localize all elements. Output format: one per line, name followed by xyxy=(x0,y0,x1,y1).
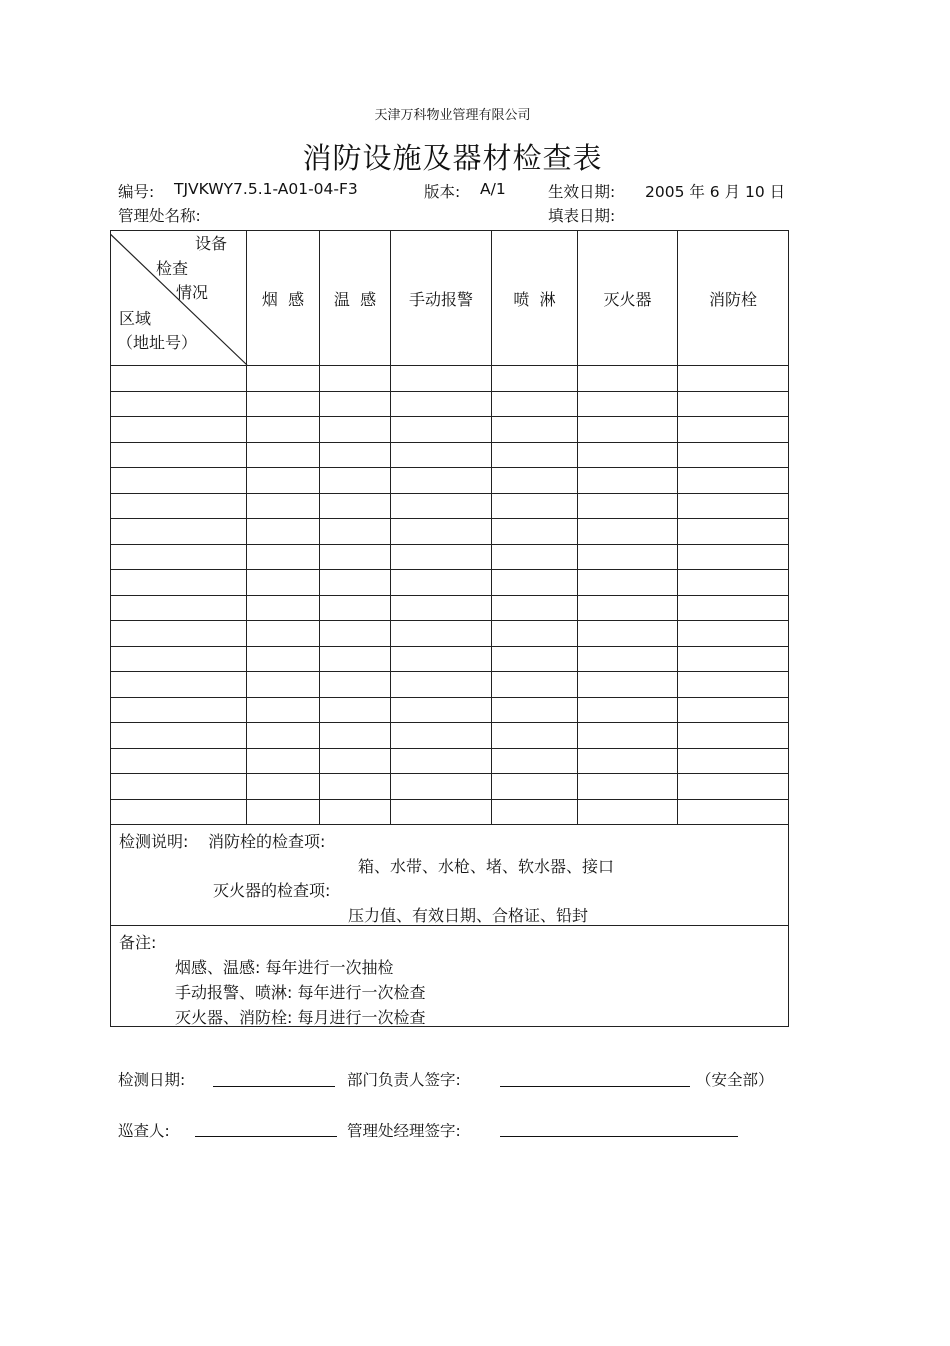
area-cell[interactable] xyxy=(111,595,247,621)
check-cell[interactable] xyxy=(320,723,391,749)
check-cell[interactable] xyxy=(492,391,578,417)
check-cell[interactable] xyxy=(391,595,492,621)
check-cell[interactable] xyxy=(247,468,320,494)
check-cell[interactable] xyxy=(492,442,578,468)
check-cell[interactable] xyxy=(678,774,789,800)
table-row xyxy=(111,570,789,596)
check-cell[interactable] xyxy=(391,646,492,672)
area-cell[interactable] xyxy=(111,468,247,494)
check-cell[interactable] xyxy=(678,621,789,647)
inspector-signature-line[interactable] xyxy=(195,1136,337,1137)
code-value: TJVKWY7.5.1-A01-04-F3 xyxy=(174,180,358,198)
extinguisher-items: 压力值、有效日期、合格证、铅封 xyxy=(348,906,589,925)
check-cell[interactable] xyxy=(578,621,678,647)
corner-area: 区域 xyxy=(119,309,152,328)
table-row xyxy=(111,672,789,698)
hydrant-items: 箱、水带、水枪、堵、软水器、接口 xyxy=(358,857,615,876)
corner-header-cell xyxy=(111,231,247,366)
check-cell[interactable] xyxy=(492,723,578,749)
check-cell[interactable] xyxy=(320,799,391,825)
table-row xyxy=(111,468,789,494)
check-cell[interactable] xyxy=(678,646,789,672)
remark-line: 手动报警、喷淋: 每年进行一次检查 xyxy=(175,983,426,1002)
manager-signature-line[interactable] xyxy=(500,1136,738,1137)
check-cell[interactable] xyxy=(492,748,578,774)
extinguisher-items-label: 灭火器的检查项: xyxy=(213,881,331,900)
company-name: 天津万科物业管理有限公司 xyxy=(374,108,531,123)
hydrant-items-label: 消防栓的检查项: xyxy=(208,832,326,851)
check-cell[interactable] xyxy=(578,468,678,494)
area-cell[interactable] xyxy=(111,366,247,392)
area-cell[interactable] xyxy=(111,621,247,647)
check-cell[interactable] xyxy=(492,468,578,494)
dept-head-signature-line[interactable] xyxy=(500,1086,690,1087)
check-cell[interactable] xyxy=(320,391,391,417)
check-cell[interactable] xyxy=(492,493,578,519)
page-title: 消防设施及器材检查表 xyxy=(302,141,603,175)
corner-equipment: 设备 xyxy=(195,234,228,253)
table-row xyxy=(111,723,789,749)
area-cell[interactable] xyxy=(111,672,247,698)
check-cell[interactable] xyxy=(492,595,578,621)
check-cell[interactable] xyxy=(247,570,320,596)
table-row xyxy=(111,697,789,723)
check-cell[interactable] xyxy=(391,493,492,519)
check-cell[interactable] xyxy=(320,646,391,672)
check-cell[interactable] xyxy=(320,417,391,443)
check-date-label: 检测日期: xyxy=(118,1071,186,1089)
check-cell[interactable] xyxy=(320,366,391,392)
area-cell[interactable] xyxy=(111,799,247,825)
area-cell[interactable] xyxy=(111,774,247,800)
check-cell[interactable] xyxy=(492,519,578,545)
check-cell[interactable] xyxy=(391,366,492,392)
check-cell[interactable] xyxy=(247,595,320,621)
effective-date-value: 2005 年 6 月 10 日 xyxy=(645,183,786,201)
check-cell[interactable] xyxy=(678,544,789,570)
check-cell[interactable] xyxy=(391,519,492,545)
area-cell[interactable] xyxy=(111,417,247,443)
check-cell[interactable] xyxy=(391,748,492,774)
check-cell[interactable] xyxy=(247,493,320,519)
inspection-note-cell xyxy=(111,825,789,926)
inspector-label: 巡查人: xyxy=(118,1122,170,1140)
check-cell[interactable] xyxy=(578,595,678,621)
check-cell[interactable] xyxy=(247,442,320,468)
check-cell[interactable] xyxy=(320,748,391,774)
column-header-sprinkler: 喷 淋 xyxy=(492,231,578,366)
check-cell[interactable] xyxy=(492,417,578,443)
table-row xyxy=(111,366,789,392)
table-row xyxy=(111,417,789,443)
check-cell[interactable] xyxy=(247,366,320,392)
check-cell[interactable] xyxy=(247,646,320,672)
check-cell[interactable] xyxy=(578,646,678,672)
inspection-table xyxy=(110,230,789,1027)
check-cell[interactable] xyxy=(578,697,678,723)
check-cell[interactable] xyxy=(678,672,789,698)
check-cell[interactable] xyxy=(247,748,320,774)
area-cell[interactable] xyxy=(111,493,247,519)
version-value: A/1 xyxy=(480,180,506,198)
check-cell[interactable] xyxy=(678,723,789,749)
remark-line: 灭火器、消防栓: 每月进行一次检查 xyxy=(175,1008,426,1027)
check-cell[interactable] xyxy=(391,468,492,494)
check-cell[interactable] xyxy=(578,519,678,545)
area-cell[interactable] xyxy=(111,697,247,723)
check-cell[interactable] xyxy=(492,774,578,800)
fill-date-label: 填表日期: xyxy=(548,207,616,225)
inspection-note-label: 检测说明: xyxy=(119,832,189,851)
table-row xyxy=(111,799,789,825)
check-cell[interactable] xyxy=(247,723,320,749)
check-cell[interactable] xyxy=(678,366,789,392)
check-cell[interactable] xyxy=(492,366,578,392)
table-row xyxy=(111,774,789,800)
table-row xyxy=(111,493,789,519)
table-row xyxy=(111,595,789,621)
check-cell[interactable] xyxy=(391,442,492,468)
check-cell[interactable] xyxy=(578,366,678,392)
area-cell[interactable] xyxy=(111,646,247,672)
check-cell[interactable] xyxy=(678,697,789,723)
check-cell[interactable] xyxy=(391,723,492,749)
check-cell[interactable] xyxy=(578,774,678,800)
table-row xyxy=(111,646,789,672)
check-cell[interactable] xyxy=(678,493,789,519)
security-dept-label: （安全部） xyxy=(696,1071,774,1089)
check-cell[interactable] xyxy=(578,544,678,570)
column-header-heat: 温 感 xyxy=(320,231,391,366)
check-cell[interactable] xyxy=(320,570,391,596)
check-cell[interactable] xyxy=(678,442,789,468)
check-cell[interactable] xyxy=(391,774,492,800)
check-cell[interactable] xyxy=(391,417,492,443)
check-cell[interactable] xyxy=(678,748,789,774)
check-cell[interactable] xyxy=(492,646,578,672)
check-cell[interactable] xyxy=(578,799,678,825)
check-cell[interactable] xyxy=(678,595,789,621)
check-date-line[interactable] xyxy=(213,1086,335,1087)
check-cell[interactable] xyxy=(578,672,678,698)
check-cell[interactable] xyxy=(391,544,492,570)
table-row xyxy=(111,748,789,774)
table-row xyxy=(111,621,789,647)
version-label: 版本: xyxy=(424,183,461,201)
check-cell[interactable] xyxy=(578,493,678,519)
check-cell[interactable] xyxy=(391,672,492,698)
table-row xyxy=(111,519,789,545)
table-row xyxy=(111,442,789,468)
column-header-extinguisher: 灭火器 xyxy=(578,231,678,366)
check-cell[interactable] xyxy=(320,672,391,698)
check-cell[interactable] xyxy=(578,723,678,749)
office-name-label: 管理处名称: xyxy=(118,207,201,225)
check-cell[interactable] xyxy=(391,570,492,596)
check-cell[interactable] xyxy=(578,748,678,774)
check-cell[interactable] xyxy=(247,672,320,698)
area-cell[interactable] xyxy=(111,391,247,417)
check-cell[interactable] xyxy=(391,391,492,417)
check-cell[interactable] xyxy=(247,417,320,443)
check-cell[interactable] xyxy=(247,519,320,545)
check-cell[interactable] xyxy=(320,621,391,647)
column-header-hydrant: 消防栓 xyxy=(678,231,789,366)
check-cell[interactable] xyxy=(492,697,578,723)
check-cell[interactable] xyxy=(678,519,789,545)
corner-status: 情况 xyxy=(176,283,209,302)
area-cell[interactable] xyxy=(111,442,247,468)
effective-date-label: 生效日期: xyxy=(548,183,616,201)
column-header-smoke: 烟 感 xyxy=(247,231,320,366)
check-cell[interactable] xyxy=(247,774,320,800)
remarks-cell xyxy=(111,926,789,1027)
check-cell[interactable] xyxy=(247,391,320,417)
check-cell[interactable] xyxy=(320,468,391,494)
corner-inspection: 检查 xyxy=(156,259,189,278)
remark-line: 烟感、温感: 每年进行一次抽检 xyxy=(175,958,394,977)
header-row xyxy=(111,231,789,366)
check-cell[interactable] xyxy=(391,799,492,825)
area-cell[interactable] xyxy=(111,748,247,774)
check-cell[interactable] xyxy=(391,697,492,723)
code-label: 编号: xyxy=(118,183,155,201)
check-cell[interactable] xyxy=(678,417,789,443)
table-row xyxy=(111,544,789,570)
check-cell[interactable] xyxy=(320,544,391,570)
check-cell[interactable] xyxy=(247,799,320,825)
check-cell[interactable] xyxy=(678,799,789,825)
check-cell[interactable] xyxy=(492,544,578,570)
check-cell[interactable] xyxy=(320,519,391,545)
corner-address: （地址号） xyxy=(117,333,198,352)
manager-label: 管理处经理签字: xyxy=(347,1122,461,1140)
check-cell[interactable] xyxy=(578,391,678,417)
check-cell[interactable] xyxy=(578,570,678,596)
check-cell[interactable] xyxy=(247,697,320,723)
check-cell[interactable] xyxy=(320,697,391,723)
check-cell[interactable] xyxy=(320,442,391,468)
check-cell[interactable] xyxy=(578,442,678,468)
area-cell[interactable] xyxy=(111,723,247,749)
check-cell[interactable] xyxy=(492,621,578,647)
check-cell[interactable] xyxy=(578,417,678,443)
check-cell[interactable] xyxy=(678,391,789,417)
check-cell[interactable] xyxy=(320,493,391,519)
remarks-row xyxy=(111,926,789,1027)
check-cell[interactable] xyxy=(492,672,578,698)
check-cell[interactable] xyxy=(320,774,391,800)
check-cell[interactable] xyxy=(678,468,789,494)
check-cell[interactable] xyxy=(247,621,320,647)
remarks-label: 备注: xyxy=(119,933,157,952)
area-cell[interactable] xyxy=(111,544,247,570)
area-cell[interactable] xyxy=(111,570,247,596)
column-header-manual-alarm: 手动报警 xyxy=(391,231,492,366)
area-cell[interactable] xyxy=(111,519,247,545)
check-cell[interactable] xyxy=(320,595,391,621)
table-row xyxy=(111,391,789,417)
check-cell[interactable] xyxy=(678,570,789,596)
inspection-note-row xyxy=(111,825,789,926)
check-cell[interactable] xyxy=(492,570,578,596)
dept-head-label: 部门负责人签字: xyxy=(347,1071,461,1089)
check-cell[interactable] xyxy=(247,544,320,570)
check-cell[interactable] xyxy=(492,799,578,825)
check-cell[interactable] xyxy=(391,621,492,647)
